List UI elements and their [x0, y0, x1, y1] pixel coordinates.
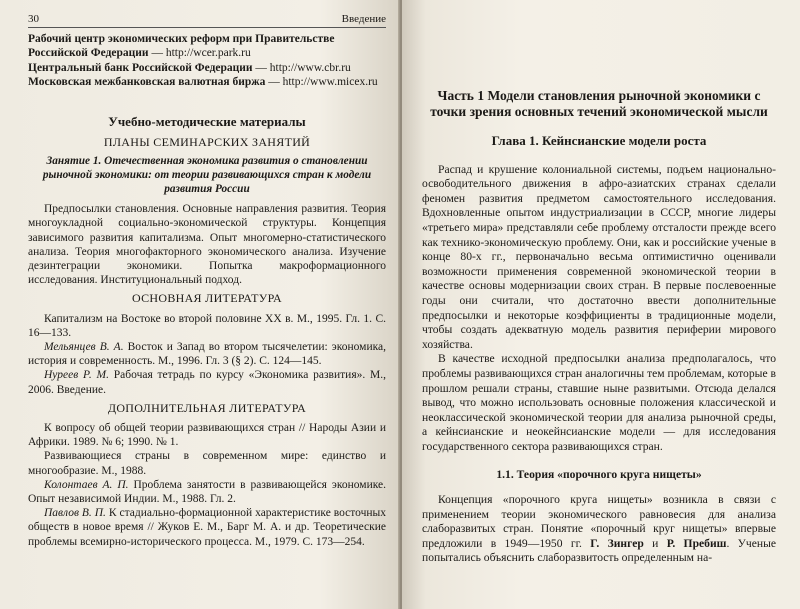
running-title: Введение [341, 13, 386, 25]
body-paragraph: Распад и крушение колониальной системы, подъем национально-освободительного движения в афро-азиатских странах сделали феномен развития предметом самостоятельного исследования. Вдохновленные опытом индустриализации в СССР, многие лидеры «третьего мира» представляли себе проблему отсталости прежде всего как технико-экономическую проблему. Они, как и российские ученые в конце 80-х гг., первоначально весьма оптимистично оценивали возможности применения современной экономической теории в качестве основы модернизации своих стран. В первые послевоенные годы они считали, что достаточно ввести дополнительные предпосылки и некоторые коэффициенты в традиционные модели, чтобы создать адекватную модель развития периферии мирового хозяйства. [422, 162, 776, 351]
page-number: 30 [28, 13, 39, 25]
internet-resources [28, 32, 386, 89]
resource-entry: Московская межбанковская валютная биржа — http://www.micex.ru [28, 75, 378, 88]
seminar-plans-title: ПЛАНЫ СЕМИНАРСКИХ ЗАНЯТИЙ [103, 135, 311, 150]
reference-item: Колонтаев А. П. Проблема занятости в развивающейся экономике. Опыт независимой Индии. М., 1988. Гл. 2. [28, 478, 386, 506]
author-name: Г. Зингер [590, 536, 644, 550]
reference-item: К вопросу об общей теории развивающихся стран // Народы Азии и Африки. 1989. № 6; 1990. № 1. [28, 422, 386, 449]
resource-url[interactable]: http://www.cbr.ru [269, 61, 351, 74]
resource-url[interactable]: http://wcer.park.ru [165, 47, 251, 60]
reference-item: Мельянцев В. А. Восток и Запад во втором тысячелетии: экономика, история и современность. М., 1996. Гл. 3 (§ 2). С. 124—145. [28, 341, 386, 368]
section-title: 1.1. Теория «порочного круга нищеты» [496, 468, 702, 482]
resource-url[interactable]: http://www.micex.ru [282, 75, 378, 88]
reference-item: Нуреев Р. М. Рабочая тетрадь по курсу «Экономика развития». М., 2006. Введение. [28, 369, 386, 396]
extra-literature-title: ДОПОЛНИТЕЛЬНАЯ ЛИТЕРАТУРА [107, 400, 307, 415]
author-name: Р. Пребиш [666, 536, 727, 550]
chapter-title: Глава 1. Кейнсианские модели роста [491, 133, 707, 148]
reference-item: Капитализм на Востоке во второй половине XX в. М., 1995. Гл. 1. С. 16—133. [28, 312, 386, 339]
resource-entry: Центральный банк Российской Федерации — http://www.cbr.ru [28, 61, 351, 74]
reference-item: Развивающиеся страны в современном мире: единство и многообразие. М., 1988. [28, 450, 386, 477]
reference-item: Павлов В. П. К стадиально-формационной характеристике восточных обществ в новое время // Жуков Е. М., Барг М. А. и др. Теоретические проблемы всемирно-исторического процесса. М., 1979. С. 173—254. [28, 507, 386, 548]
main-literature-title: ОСНОВНАЯ ЛИТЕРАТУРА [131, 291, 283, 306]
right-page [402, 0, 800, 609]
lesson-text: Предпосылки становления. Основные направления развития. Теория многоукладной социально-экономической структуры. Концепция зависимого развития капитализма. Опыт многомерно-статистического анализа. Теория многофакторного экономического анализа. Изучение дезинтеграции экономики. Попытка макроформационного исследования. Институциональный подход. [28, 203, 386, 287]
body-paragraph: В качестве исходной предпосылки анализа предполагалось, что проблемы развивающихся стран аналогичны тем проблемам, которые в прошлом решали страны, ставшие ныне развитыми. Отсюда делался вывод, что можно использовать основные положения классической и неоклассической экономической теории для анализа рыночной среды, а кейнсианские и неокейнсианские модели — для исследования государственного сектора развивающихся стран. [422, 352, 776, 453]
lesson-heading: Занятие 1. Отечественная экономика развития о становлении рыночной экономики: от теории развивающихся стран к модели развития России [42, 155, 372, 195]
materials-title: Учебно-методические материалы [108, 114, 306, 130]
body-paragraph: Концепция «порочного круга нищеты» возникла в связи с применением теории экономического равновесия для анализа слаборазвитых стран. Понятие «порочный круг нищеты» впервые предложили в 1949—1950 гг. Г. Зингер и Р. Пребиш. Ученые попытались объяснить слаборазвитость определенным на- [422, 493, 776, 565]
resource-entry: Рабочий центр экономических реформ при Правительстве Российской Федерации — http://wcer.park.ru [28, 33, 335, 60]
part-title: Часть 1 Модели становления рыночной экономики с точки зрения основных течений экономической мысли [430, 88, 768, 119]
page-header [28, 12, 386, 28]
